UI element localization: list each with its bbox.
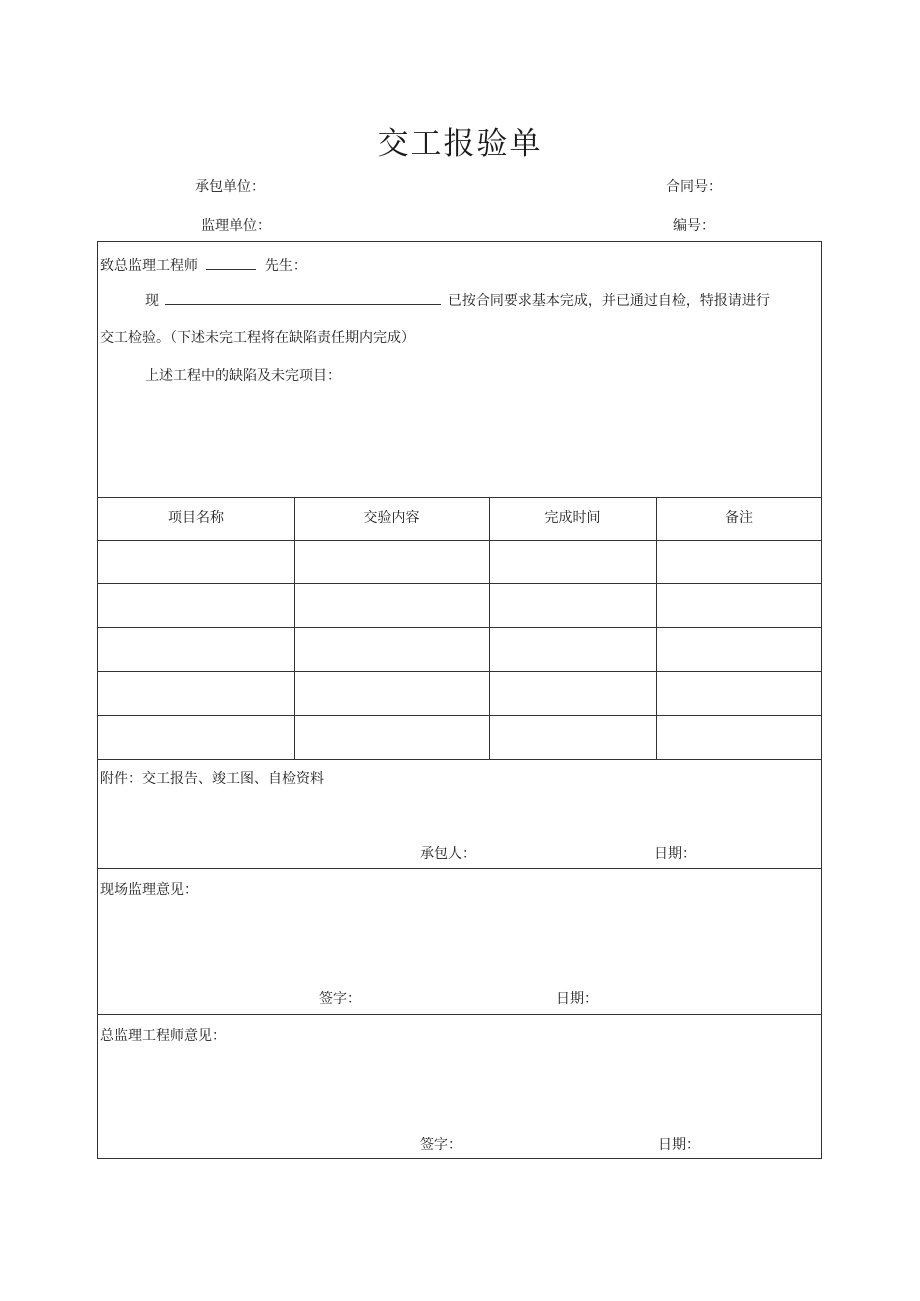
serial-number-label: 编号： bbox=[673, 218, 715, 234]
table-header-project-name: 项目名称 bbox=[168, 510, 224, 526]
chief-opinion-label: 总监理工程师意见： bbox=[100, 1028, 226, 1044]
table-header-inspection-content: 交验内容 bbox=[363, 510, 420, 526]
site-sign-label: 签字： bbox=[319, 991, 361, 1007]
body-prefix: 现 bbox=[145, 293, 159, 309]
table-row-divider bbox=[98, 671, 821, 672]
project-name-blank[interactable] bbox=[165, 292, 441, 305]
engineer-name-blank[interactable] bbox=[206, 257, 256, 270]
body-line-2: 交工检验。（下述未完工程将在缺陷责任期内完成） bbox=[100, 330, 415, 346]
section-divider bbox=[98, 1014, 821, 1015]
salutation-prefix: 致总监理工程师 bbox=[100, 258, 198, 274]
page-title: 交工报验单 bbox=[377, 126, 543, 162]
site-opinion-label: 现场监理意见： bbox=[100, 882, 198, 898]
table-row-divider bbox=[98, 715, 821, 716]
chief-sign-label: 签字： bbox=[420, 1137, 462, 1153]
table-row-divider bbox=[98, 627, 821, 628]
contractor-sign-label: 承包人： bbox=[420, 846, 476, 862]
section-divider bbox=[98, 868, 821, 869]
salutation-line bbox=[100, 255, 307, 275]
salutation-suffix: 先生： bbox=[264, 258, 307, 274]
contractor-unit-label: 承包单位： bbox=[195, 179, 265, 195]
chief-date-label: 日期： bbox=[658, 1137, 700, 1153]
form-frame bbox=[97, 241, 822, 1159]
table-header-remarks: 备注 bbox=[725, 510, 753, 526]
table-row-divider bbox=[98, 583, 821, 584]
table-bottom-border bbox=[98, 759, 821, 760]
body-line-1 bbox=[145, 290, 770, 310]
attachments-text: 附件：交工报告、竣工图、自检资料 bbox=[100, 771, 324, 787]
table-row-divider bbox=[98, 540, 821, 541]
table-header-completion-time: 完成时间 bbox=[544, 510, 601, 526]
supervision-unit-label: 监理单位： bbox=[201, 218, 271, 234]
defects-label: 上述工程中的缺陷及未完项目： bbox=[145, 368, 341, 384]
contractor-date-label: 日期： bbox=[654, 846, 696, 862]
contract-number-label: 合同号： bbox=[666, 179, 722, 195]
site-date-label: 日期： bbox=[556, 991, 598, 1007]
body-suffix: 已按合同要求基本完成，并已通过自检，特报请进行 bbox=[447, 293, 770, 309]
